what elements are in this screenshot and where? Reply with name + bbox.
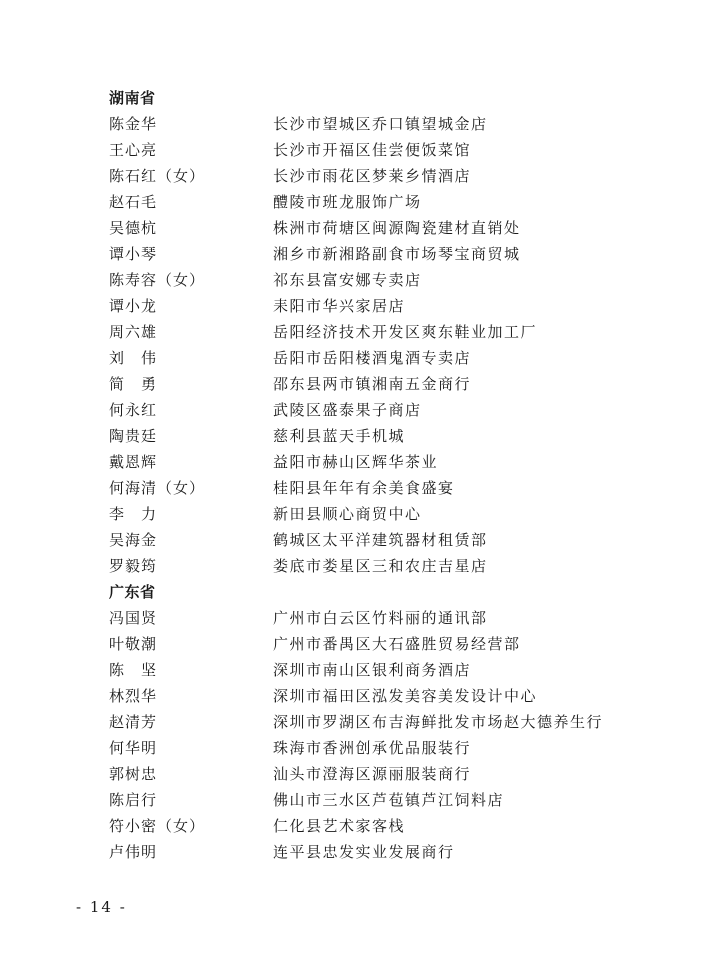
business-name: 邵东县两市镇湘南五金商行 — [273, 375, 472, 393]
business-name: 仁化县艺术家客栈 — [273, 817, 406, 835]
list-item — [109, 813, 689, 839]
list-item — [109, 839, 689, 865]
province-heading: 广东省 — [109, 583, 156, 601]
list-item — [109, 527, 689, 553]
business-name: 武陵区盛泰果子商店 — [273, 401, 422, 419]
business-name: 岳阳经济技术开发区爽东鞋业加工厂 — [273, 323, 538, 341]
list-item — [109, 345, 689, 371]
person-name: 李 力 — [109, 505, 158, 523]
person-name: 谭小龙 — [109, 297, 158, 315]
person-name: 叶敬潮 — [109, 635, 158, 653]
person-name: 罗毅筠 — [109, 557, 158, 575]
person-name: 郭树忠 — [109, 765, 158, 783]
person-name: 吴海金 — [109, 531, 158, 549]
person-name: 卢伟明 — [109, 843, 158, 861]
business-name: 益阳市赫山区辉华茶业 — [273, 453, 439, 471]
person-name: 简 勇 — [109, 375, 158, 393]
person-name: 谭小琴 — [109, 245, 158, 263]
business-name: 广州市番禺区大石盛胜贸易经营部 — [273, 635, 521, 653]
list-item — [109, 397, 689, 423]
list-item — [109, 163, 689, 189]
person-name: 林烈华 — [109, 687, 158, 705]
province-heading: 湖南省 — [109, 89, 156, 107]
person-name: 何华明 — [109, 739, 158, 757]
business-name: 连平县忠发实业发展商行 — [273, 843, 455, 861]
business-name: 醴陵市班龙服饰广场 — [273, 193, 422, 211]
list-item — [109, 189, 689, 215]
list-item — [109, 319, 689, 345]
business-name: 长沙市望城区乔口镇望城金店 — [273, 115, 488, 133]
person-name: 赵石毛 — [109, 193, 158, 211]
list-item — [109, 293, 689, 319]
person-name: 何海清（女） — [109, 479, 206, 497]
person-name: 周六雄 — [109, 323, 158, 341]
business-name: 汕头市澄海区源丽服装商行 — [273, 765, 472, 783]
business-name: 株洲市荷塘区闽源陶瓷建材直销处 — [273, 219, 521, 237]
person-name: 何永红 — [109, 401, 158, 419]
list-item — [109, 787, 689, 813]
awardee-list — [109, 85, 689, 865]
business-name: 长沙市开福区佳尝便饭菜馆 — [273, 141, 472, 159]
list-item — [109, 111, 689, 137]
page-number: - 14 - — [76, 898, 127, 916]
list-item — [109, 735, 689, 761]
list-item — [109, 371, 689, 397]
person-name: 符小密（女） — [109, 817, 206, 835]
business-name: 深圳市福田区泓发美容美发设计中心 — [273, 687, 538, 705]
business-name: 桂阳县年年有余美食盛宴 — [273, 479, 455, 497]
business-name: 深圳市罗湖区布吉海鲜批发市场赵大德养生行 — [273, 713, 604, 731]
list-item — [109, 657, 689, 683]
list-item — [109, 137, 689, 163]
person-name: 陈启行 — [109, 791, 158, 809]
list-item — [109, 267, 689, 293]
business-name: 佛山市三水区芦苞镇芦江饲料店 — [273, 791, 505, 809]
person-name: 陈金华 — [109, 115, 158, 133]
person-name: 冯国贤 — [109, 609, 158, 627]
business-name: 鹤城区太平洋建筑器材租赁部 — [273, 531, 488, 549]
list-item — [109, 683, 689, 709]
business-name: 岳阳市岳阳楼酒鬼酒专卖店 — [273, 349, 472, 367]
list-item — [109, 423, 689, 449]
person-name: 赵清芳 — [109, 713, 158, 731]
person-name: 刘 伟 — [109, 349, 158, 367]
person-name: 戴恩辉 — [109, 453, 158, 471]
list-item — [109, 553, 689, 579]
business-name: 耒阳市华兴家居店 — [273, 297, 406, 315]
business-name: 娄底市娄星区三和农庄吉星店 — [273, 557, 488, 575]
person-name: 陈石红（女） — [109, 167, 206, 185]
list-item — [109, 709, 689, 735]
business-name: 湘乡市新湘路副食市场琴宝商贸城 — [273, 245, 521, 263]
list-item — [109, 501, 689, 527]
business-name: 深圳市南山区银利商务酒店 — [273, 661, 472, 679]
person-name: 王心亮 — [109, 141, 158, 159]
business-name: 祁东县富安娜专卖店 — [273, 271, 422, 289]
business-name: 珠海市香洲创承优品服装行 — [273, 739, 472, 757]
person-name: 陈 坚 — [109, 661, 158, 679]
list-item — [109, 631, 689, 657]
business-name: 慈利县蓝天手机城 — [273, 427, 406, 445]
list-item — [109, 449, 689, 475]
person-name: 吴德杭 — [109, 219, 158, 237]
list-item — [109, 761, 689, 787]
person-name: 陶贵廷 — [109, 427, 158, 445]
person-name: 陈寿容（女） — [109, 271, 206, 289]
list-item — [109, 475, 689, 501]
business-name: 广州市白云区竹料丽的通讯部 — [273, 609, 488, 627]
list-item — [109, 241, 689, 267]
list-item — [109, 215, 689, 241]
list-item — [109, 605, 689, 631]
business-name: 新田县顺心商贸中心 — [273, 505, 422, 523]
business-name: 长沙市雨花区梦莱乡情酒店 — [273, 167, 472, 185]
